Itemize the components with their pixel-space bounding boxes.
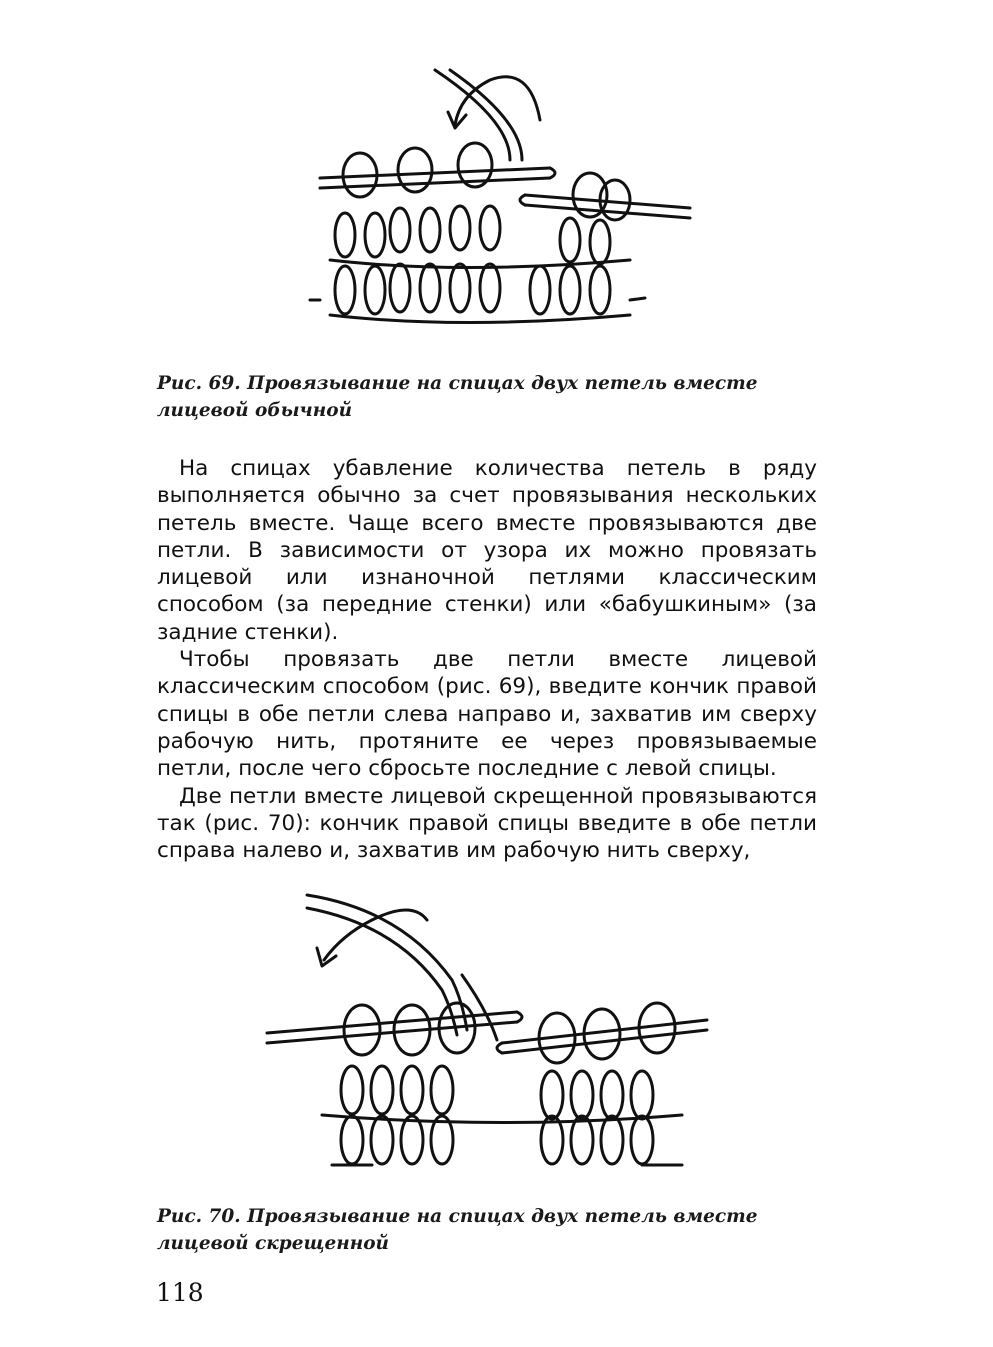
right-needle	[267, 1012, 517, 1033]
figure-69-caption	[157, 370, 777, 424]
stitch-columns	[322, 1066, 682, 1165]
stitch-columns	[310, 206, 645, 323]
figure-70-caption	[157, 1203, 777, 1257]
page-number: 118	[156, 1278, 204, 1307]
caption-line: Рис. 69. Провязывание на спицах двух петель вместе	[157, 373, 758, 394]
paragraph: Чтобы провязать две петли вместе лицевой классическим способом (рис. 69), введите кончик правой спицы в обе петли слева направо и, захватив им сверху рабочую нить, протяните ее через провязываемые петли, после чего сбросьте последние с левой спицы.	[157, 647, 817, 782]
working-yarn-arrow	[435, 70, 510, 160]
paragraph: На спицах убавление количества петель в ряду выполняется обычно за счет провязывания нескольких петель вместе. Чаще всего вместе провязываются две петли. В зависимости от узора их можно провязать лицевой или изнаночной петлями классическим способом (за передние стенки) или «бабушкиным» (за задние стенки).	[157, 456, 817, 645]
figure-69-illustration	[300, 60, 700, 350]
figure-70-illustration	[262, 890, 712, 1180]
caption-line: Рис. 70. Провязывание на спицах двух петель вместе	[157, 1206, 758, 1227]
body-text	[157, 455, 817, 864]
caption-line: лицевой скрещенной	[157, 1233, 390, 1254]
caption-line: лицевой обычной	[157, 400, 353, 421]
paragraph: Две петли вместе лицевой скрещенной провязываются так (рис. 70): кончик правой спицы введите в обе петли справа налево и, захватив им рабочую нить сверху,	[157, 783, 817, 864]
left-needle	[320, 168, 550, 178]
